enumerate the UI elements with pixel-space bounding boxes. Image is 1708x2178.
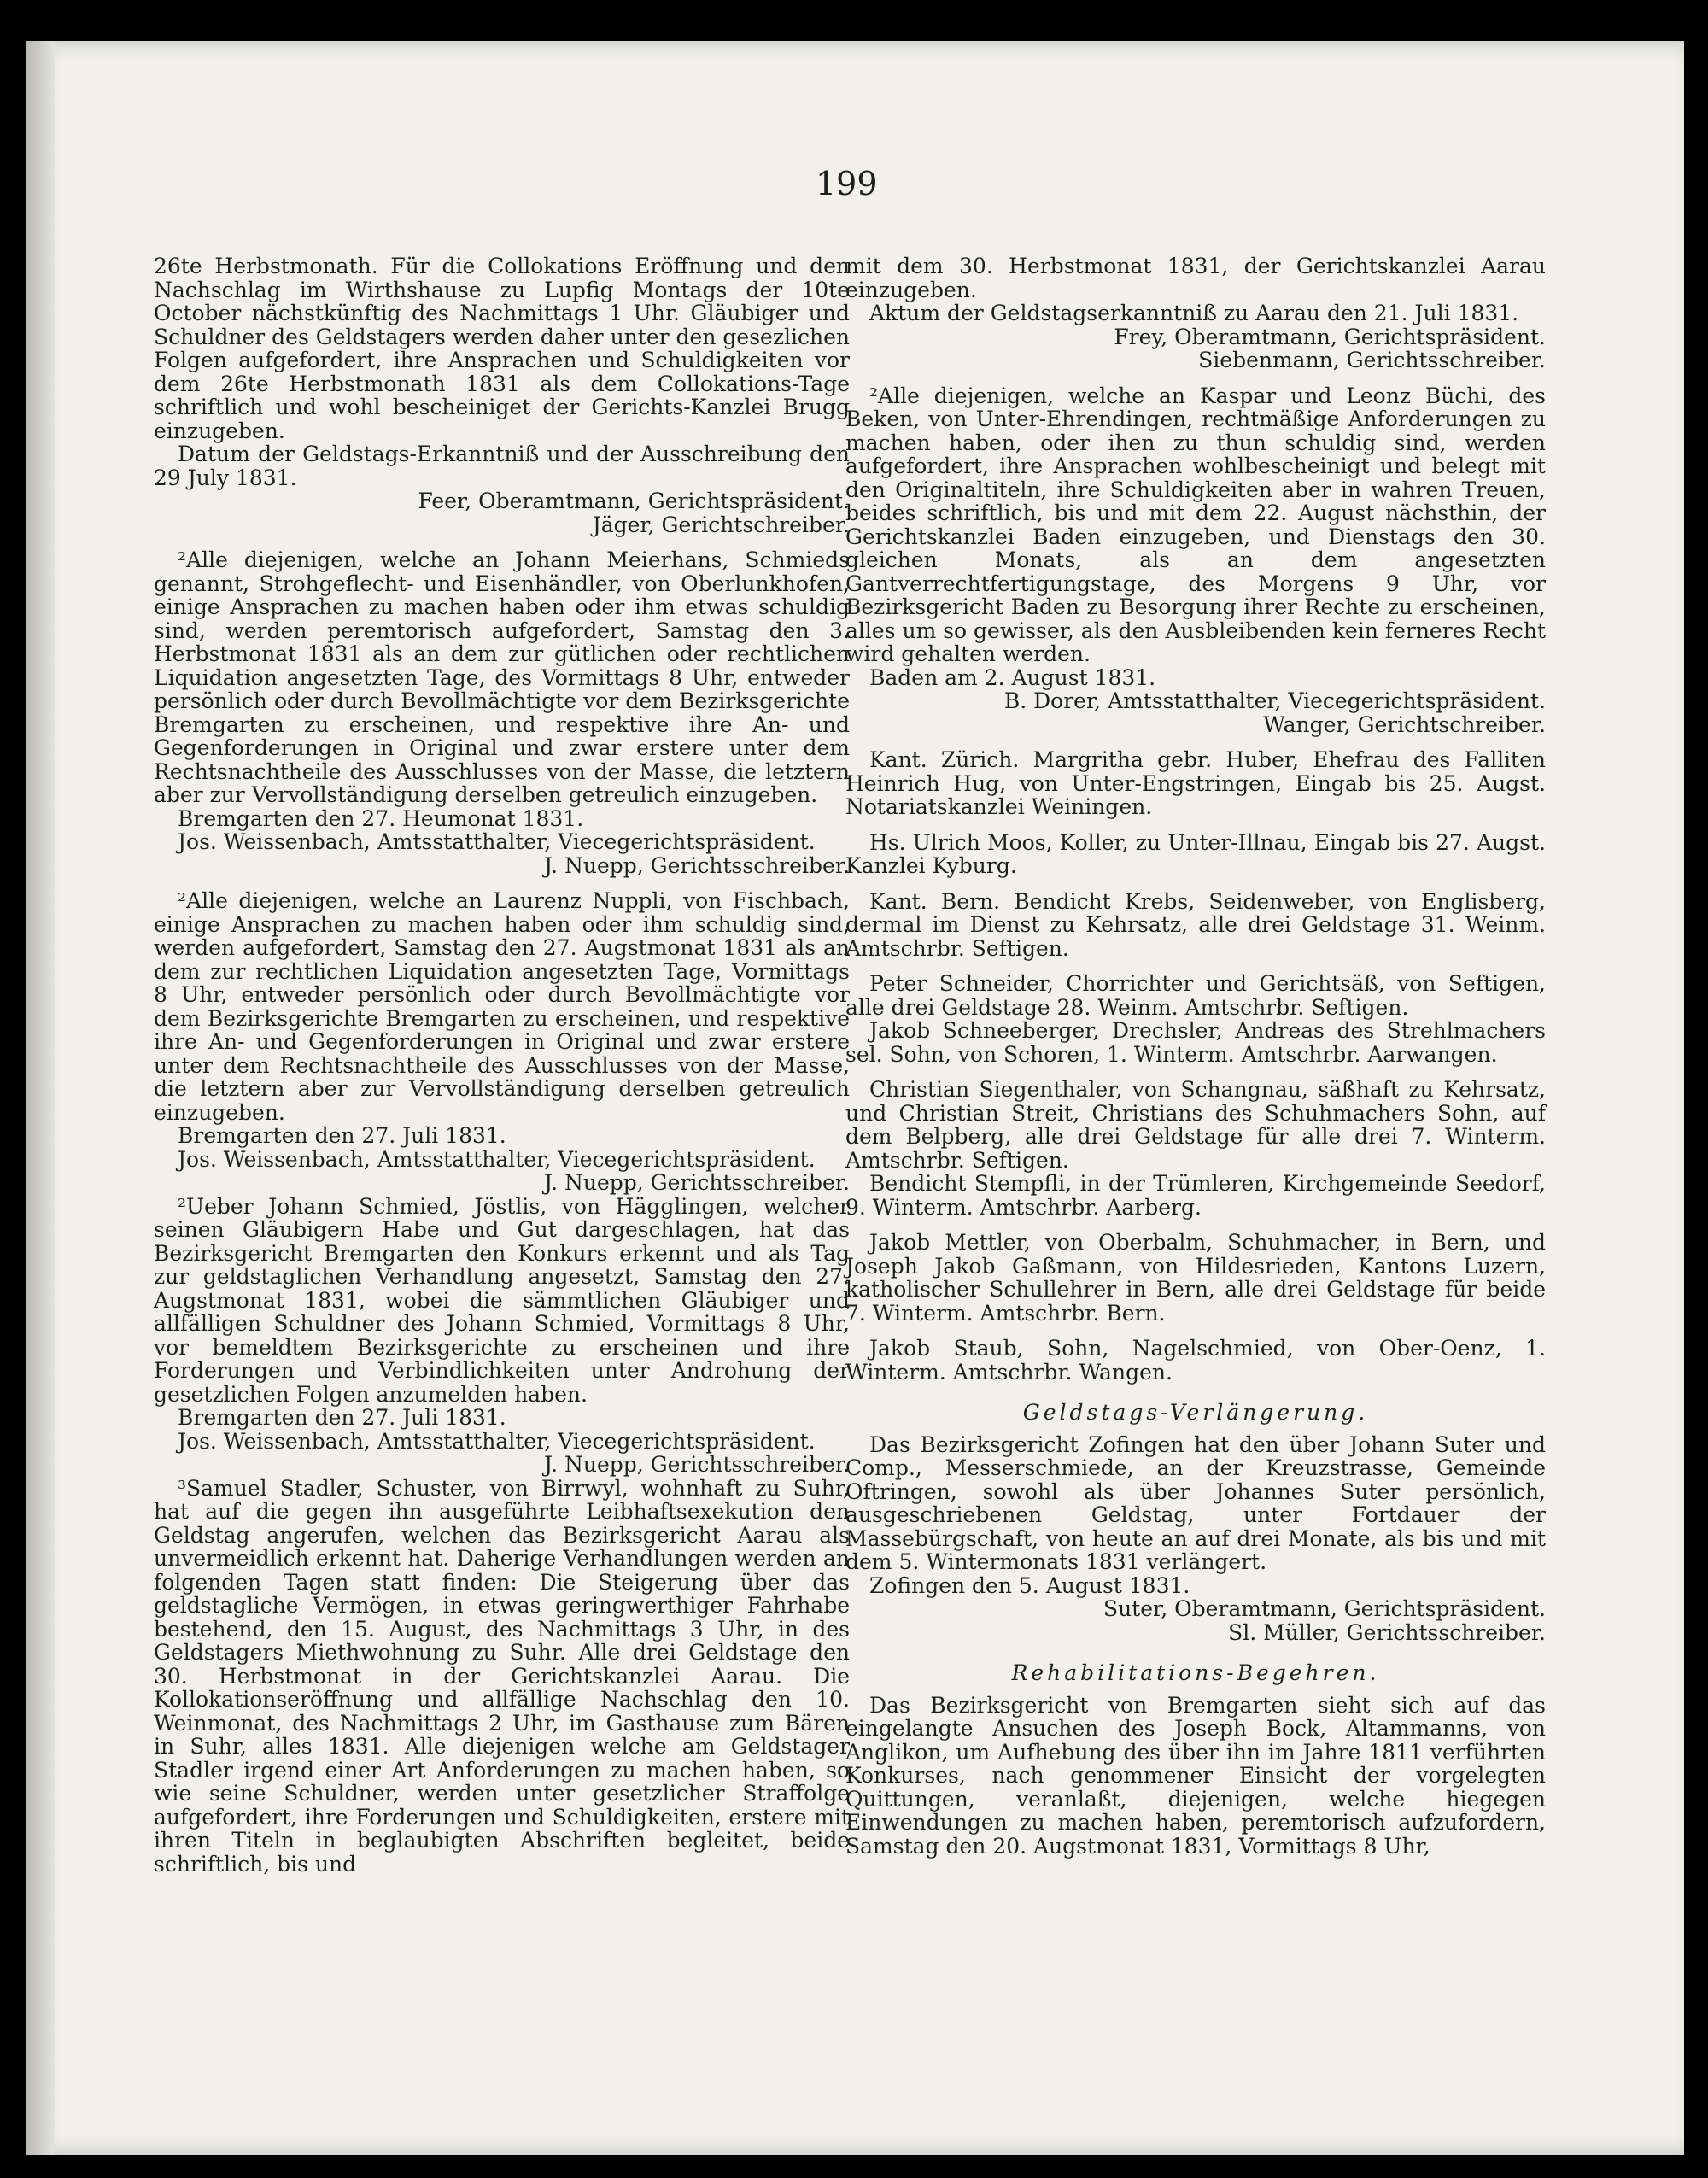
- paragraph: Zofingen den 5. August 1831.: [869, 1572, 1190, 1598]
- paragraph: Bremgarten den 27. Juli 1831.: [178, 1405, 506, 1430]
- paragraph: Jakob Schneeberger, Drechsler, Andreas des Strehlmachers sel. Sohn, von Schoren, 1. Winterm. Amtschrbr. Aarwangen.: [845, 1018, 1546, 1067]
- paragraph: Sl. Müller, Gerichtsschreiber.: [1228, 1619, 1546, 1645]
- paragraph: Das Bezirksgericht von Bremgarten sieht sich auf das eingelangte Ansuchen des Joseph Bock, Altammanns, von Anglikon, um Aufhebung des über ihn im Jahre 1811 verführten Konkurses, nach genommener Einsicht der vorgelegten Quittungen, veranlaßt, diejenigen, welche hiegegen Einwendungen zu machen haben, peremtorisch aufzufordern, Samstag den 20. Augstmonat 1831, Vormittags 8 Uhr,: [845, 1692, 1546, 1859]
- paragraph: Hs. Ulrich Moos, Koller, zu Unter-Illnau, Eingab bis 27. Augst. Kanzlei Kyburg.: [845, 829, 1546, 878]
- paragraph: Jos. Weissenbach, Amtsstatthalter, Viecegerichtspräsident.: [178, 829, 816, 854]
- paragraph: Bremgarten den 27. Juli 1831.: [178, 1123, 506, 1148]
- section-heading-rehabilitations-begehren: Rehabilitations-Begehren.: [1011, 1660, 1380, 1685]
- paragraph: Bremgarten den 27. Heumonat 1831.: [178, 805, 584, 831]
- paragraph: Jakob Staub, Sohn, Nagelschmied, von Ober-Oenz, 1. Winterm. Amtschrbr. Wangen.: [845, 1336, 1546, 1385]
- newspaper-page: [26, 41, 1684, 2155]
- paragraph: Aktum der Geldstagserkanntniß zu Aarau den 21. Juli 1831.: [869, 301, 1519, 325]
- paragraph: 26te Herbstmonath. Für die Collokations Eröffnung und den Nachschlag im Wirthshause zu Lupfig Montags der 10te October nächstkünftig des Nachmittags 1 Uhr. Gläubiger und Schuldner des Geldstagers werden daher unter den gesezlichen Folgen aufgefordert, ihre Ansprachen und Schuldigkeiten vor dem 26te Herbstmonath 1831 als dem Collokations-Tage schriftlich und wohl bescheiniget der Gerichts-Kanzlei Brugg einzugeben.: [154, 254, 850, 443]
- paragraph: ²Alle diejenigen, welche an Kaspar und Leonz Büchi, des Beken, von Unter-Ehrendingen, rechtmäßige Anforderungen zu machen haben, oder ihen zu thun schuldig sind, werden aufgefordert, ihre Ansprachen wohlbescheinigt und belegt mit den Originaltiteln, ihre Schuldigkeiten aber in wahren Treuen, beides schriftlich, bis und mit dem 22. August nächsthin, der Gerichtskanzlei Baden einzugeben, und Dienstags den 30. gleichen Monats, als an dem angesetzten Gantverrechtfertigungstage, des Morgens 9 Uhr, vor Bezirksgericht Baden zu Besorgung ihrer Rechte zu erscheinen, alles um so gewisser, als den Ausbleibenden kein ferneres Recht wird gehalten werden.: [845, 383, 1547, 666]
- paragraph: Kant. Bern. Bendicht Krebs, Seidenweber, von Englisberg, dermal im Dienst zu Kehrsatz, alle drei Geldstage 31. Weinm. Amtschrbr. Seftigen.: [845, 888, 1546, 961]
- paragraph: J. Nuepp, Gerichtsschreiber.: [544, 1452, 850, 1477]
- left-column: [154, 255, 850, 1876]
- paragraph: B. Dorer, Amtsstatthalter, Viecegerichtspräsident.: [1003, 688, 1546, 713]
- paragraph: Siebenmann, Gerichtsschreiber.: [1198, 348, 1546, 372]
- paragraph: Baden am 2. August 1831.: [869, 665, 1156, 690]
- right-column: [845, 255, 1546, 1858]
- page-number: 199: [816, 165, 878, 202]
- paragraph: Jakob Mettler, von Oberbalm, Schuhmacher, in Bern, und Joseph Jakob Gaßmann, von Hildesrieden, Kantons Luzern, katholischer Schullehrer in Bern, alle drei Geldstage für beide 7. Winterm. Amtschrbr. Bern.: [845, 1230, 1546, 1326]
- paragraph: ²Alle diejenigen, welche an Johann Meierhans, Schmieds genannt, Strohgeflecht- und Eisenhändler, von Oberlunkhofen, einige Ansprachen zu machen haben oder ihm etwas schuldig sind, werden peremtorisch aufgefordert, Samstag den 3. Herbstmonat 1831 als an dem zur gütlichen oder rechtlichen Liquidation angesetzten Tage, des Vormittags 8 Uhr, entweder persönlich oder durch Bevollmächtigte vor dem Bezirksgerichte Bremgarten zu erscheinen, und respektive ihre An- und Gegenforderungen in Original und zwar erstere unter dem Rechtsnachtheile des Ausschlusses von der Masse, die letztern aber zur Vervollständigung derselben getreulich einzugeben.: [154, 547, 850, 807]
- paragraph: Wanger, Gerichtschreiber.: [1263, 711, 1546, 737]
- paragraph: ²Ueber Johann Schmied, Jöstlis, von Hägglingen, welcher seinen Gläubigern Habe und Gut dargeschlagen, hat das Bezirksgericht Bremgarten den Konkurs erkennt und als Tag zur geldstaglichen Verhandlung angesetzt, Samstag den 27. Augstmonat 1831, wobei die sämmtlichen Gläubiger und allfälligen Schuldner des Johann Schmied, Vormittags 8 Uhr, vor bemeldtem Bezirksgerichte zu erscheinen und ihre Forderungen und Verbindlichkeiten unter Androhung der gesetzlichen Folgen anzumelden haben.: [154, 1193, 850, 1407]
- paragraph: Peter Schneider, Chorrichter und Gerichtsäß, von Seftigen, alle drei Geldstage 28. Weinm. Amtschrbr. Seftigen.: [845, 971, 1546, 1020]
- paragraph: Feer, Oberamtmann, Gerichtspräsident.: [418, 489, 850, 513]
- paragraph: Bendicht Stempfli, in der Trümleren, Kirchgemeinde Seedorf, 9. Winterm. Amtschrbr. Aarberg.: [845, 1171, 1546, 1220]
- paragraph: ³Samuel Stadler, Schuster, von Birrwyl, wohnhaft zu Suhr, hat auf die gegen ihn ausgeführte Leibhaftsexekution den Geldstag angerufen, welchen das Bezirksgericht Aarau als unvermeidlich erkennt hat. Daherige Verhandlungen werden an folgenden Tagen statt finden: Die Steigerung über das geldstagliche Vermögen, in etwas geringwerthiger Fahrhabe bestehend, den 15. August, des Nachmittags 3 Uhr, in des Geldstagers Miethwohnung zu Suhr. Alle drei Geldstage den 30. Herbstmonat in der Gerichtskanzlei Aarau. Die Kollokationseröffnung und allfällige Nachschlag den 10. Weinmonat, des Nachmittags 2 Uhr, im Gasthause zum Bären in Suhr, alles 1831. Alle diejenigen welche am Geldstager Stadler irgend einer Art Anforderungen zu machen haben, so wie seine Schuldner, werden unter gesetzlicher Straffolge aufgefordert, ihre Forderungen und Schuldigkeiten, erstere mit ihren Titeln in beglaubigten Abschriften begleitet, beide schriftlich, bis und: [154, 1475, 850, 1876]
- paragraph: J. Nuepp, Gerichtsschreiber.: [544, 1170, 850, 1195]
- paragraph: Jäger, Gerichtschreiber.: [592, 512, 850, 537]
- paragraph: Frey, Oberamtmann, Gerichtspräsident.: [1114, 324, 1546, 349]
- paragraph: mit dem 30. Herbstmonat 1831, der Gerichtskanzlei Aarau einzugeben.: [845, 254, 1546, 302]
- paragraph: ²Alle diejenigen, welche an Laurenz Nuppli, von Fischbach, einige Ansprachen zu machen haben oder ihm schuldig sind, werden aufgefordert, Samstag den 27. Augstmonat 1831 als an dem zur rechtlichen Liquidation angesetzten Tage, Vormittags 8 Uhr, entweder persönlich oder durch Bevollmächtigte vor dem Bezirksgerichte Bremgarten zu erscheinen, und respektive ihre An- und Gegenforderungen in Original und zwar erstere unter dem Rechtsnachtheile des Ausschlusses von der Masse, die letztern aber zur Vervollständigung derselben getreulich einzugeben.: [154, 888, 850, 1125]
- section-heading-geldstags-verlaengerung: Geldstags-Verlängerung.: [1022, 1400, 1369, 1425]
- paragraph: Jos. Weissenbach, Amtsstatthalter, Viecegerichtspräsident.: [178, 1428, 816, 1454]
- paragraph: Kant. Zürich. Margritha gebr. Huber, Ehefrau des Falliten Heinrich Hug, von Unter-Engstringen, Eingab bis 25. Augst. Notariatskanzlei Weiningen.: [845, 747, 1546, 819]
- paragraph: Datum der Geldstags-Erkanntniß und der Ausschreibung den 29 July 1831.: [154, 442, 850, 490]
- paragraph: Jos. Weissenbach, Amtsstatthalter, Viecegerichtspräsident.: [178, 1146, 816, 1172]
- paragraph: Das Bezirksgericht Zofingen hat den über Johann Suter und Comp., Messerschmiede, an der Kreuzstrasse, Gemeinde Oftringen, sowohl als über Johannes Suter persönlich, ausgeschriebenen Geldstag, unter Fortdauer der Massebürgschaft, von heute an auf drei Monate, als bis und mit dem 5. Wintermonats 1831 verlängert.: [845, 1432, 1546, 1574]
- paragraph: J. Nuepp, Gerichtsschreiber.: [544, 852, 850, 878]
- book-spine: [26, 41, 55, 2155]
- paragraph: Christian Siegenthaler, von Schangnau, säßhaft zu Kehrsatz, und Christian Streit, Christians des Schuhmachers Sohn, auf dem Belpberg, alle drei Geldstage für alle drei 7. Winterm. Amtschrbr. Seftigen.: [845, 1077, 1546, 1173]
- paragraph: Suter, Oberamtmann, Gerichtspräsident.: [1103, 1596, 1546, 1621]
